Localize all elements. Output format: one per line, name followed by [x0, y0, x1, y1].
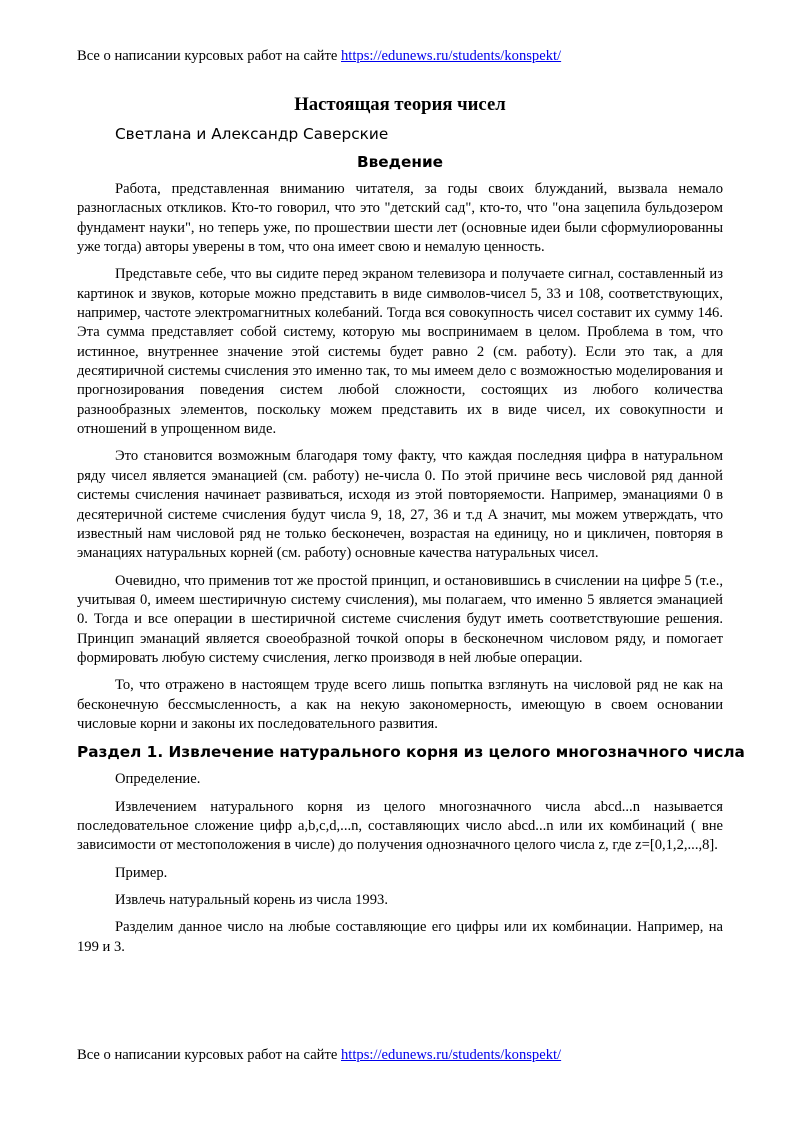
section1-paragraph-1: Определение. [115, 771, 201, 788]
document-authors: Светлана и Александр Саверские [115, 125, 389, 143]
header-text: Все о написании курсовых работ на сайте [77, 48, 341, 64]
page-footer [77, 1046, 561, 1064]
section1-paragraph-3: Пример. [115, 864, 168, 881]
section1-paragraph-2: Извлечением натурального корня из целого многозначного числа abcd...n называется последовательное сложение цифр a,b,c,d,...n, составляющих число abcd...n или их комбинаций ( вне зависимости от местоположения в числе) до получения однозначного целого числа z, где z=[0,1,2,...,8]. [77, 798, 723, 854]
intro-heading: Введение [356, 153, 444, 171]
intro-paragraph-2: Представьте себе, что вы сидите перед экраном телевизора и получаете сигнал, составленный из картинок и звуков, которые можно представить в виде символов-чисел 5, 33 и 108, соответствующих, например, частоте электромагнитных колебаний. Тогда вся совокупность чисел составит их сумму 146. Эта сумма представляет собой систему, которую мы воспринимаем в целом. Проблема в том, что истинное, внутреннее значение этой системы будет равно 2 (см. работу). Если это так, а для десятиричной системы счисления это именно так, то мы имеем дело с возможностью моделирования и прогнозирования поведения систем любой сложности, состоящих из любого количества разнообразных элементов, поскольку можем представить их в виде чисел, их совокупности и отношений в упрощенном виде. [77, 266, 723, 438]
header-link[interactable]: https://edunews.ru/students/konspekt/ [341, 48, 562, 64]
intro-paragraph-1: Работа, представленная вниманию читателя, за годы своих блужданий, вызвала немало разногласных откликов. Кто-то говорил, что это "детский сад", кто-то, что "она зацепила бульдозером фундамент науки", но теперь уже, по прошествии шести лет (основные идеи были сформулиорованны уже тогда) авторы уверены в том, что она имеет свою и немалую ценность. [77, 181, 723, 256]
intro-paragraph-3: Это становится возможным благодаря тому факту, что каждая последняя цифра в натуральном ряду чисел является эманацией (см. работу) не-числа 0. По этой причине весь числовой ряд данной системы счисления начинает развиваться, исходя из этой повторяемости. Например, эманациями 0 в десятеричной системе счисления будут числа 9, 18, 27, 36 и т.д А значит, мы можем утверждать, что известный нам числовой ряд не только бесконечен, возрастая на единицу, но и цикличен, повторяя в эманациях натуральных корней (см. работу) основные качества натуральных чисел. [77, 448, 723, 562]
intro-paragraph-4: Очевидно, что применив тот же простой принцип, и остановившись в счислении на цифре 5 (т.е., учитывая 0, имеем шестиричную систему счисления), мы полагаем, что именно 5 является эманацией 0. Тогда и все операции в шестиричной системе счисления будут иметь соответствуюшие решения. Принцип эманаций является своеобразной точкой опоры в бесконечном числовом ряду, и помогает формировать любую систему счисления, легко производя в ней любые операции. [77, 572, 723, 666]
document-body [77, 94, 745, 965]
page-header [77, 47, 561, 65]
footer-text: Все о написании курсовых работ на сайте [77, 1047, 341, 1063]
footer-link[interactable]: https://edunews.ru/students/konspekt/ [341, 1047, 562, 1063]
section1-paragraph-5: Разделим данное число на любые составляющие его цифры или их комбинации. Например, на 199 и 3. [77, 919, 723, 955]
section1-paragraph-4: Извлечь натуральный корень из числа 1993. [115, 892, 388, 908]
intro-paragraph-5: То, что отражено в настоящем труде всего лишь попытка взглянуть на числовой ряд не как на бесконечную бессмысленность, а как на некую закономерность, имеющую в своем основании числовые корни и законы их последовательного развития. [77, 677, 723, 732]
document-title: Настоящая теория чисел [294, 94, 506, 115]
section1-heading: Раздел 1. Извлечение натурального корня из целого многозначного числа [77, 743, 745, 762]
